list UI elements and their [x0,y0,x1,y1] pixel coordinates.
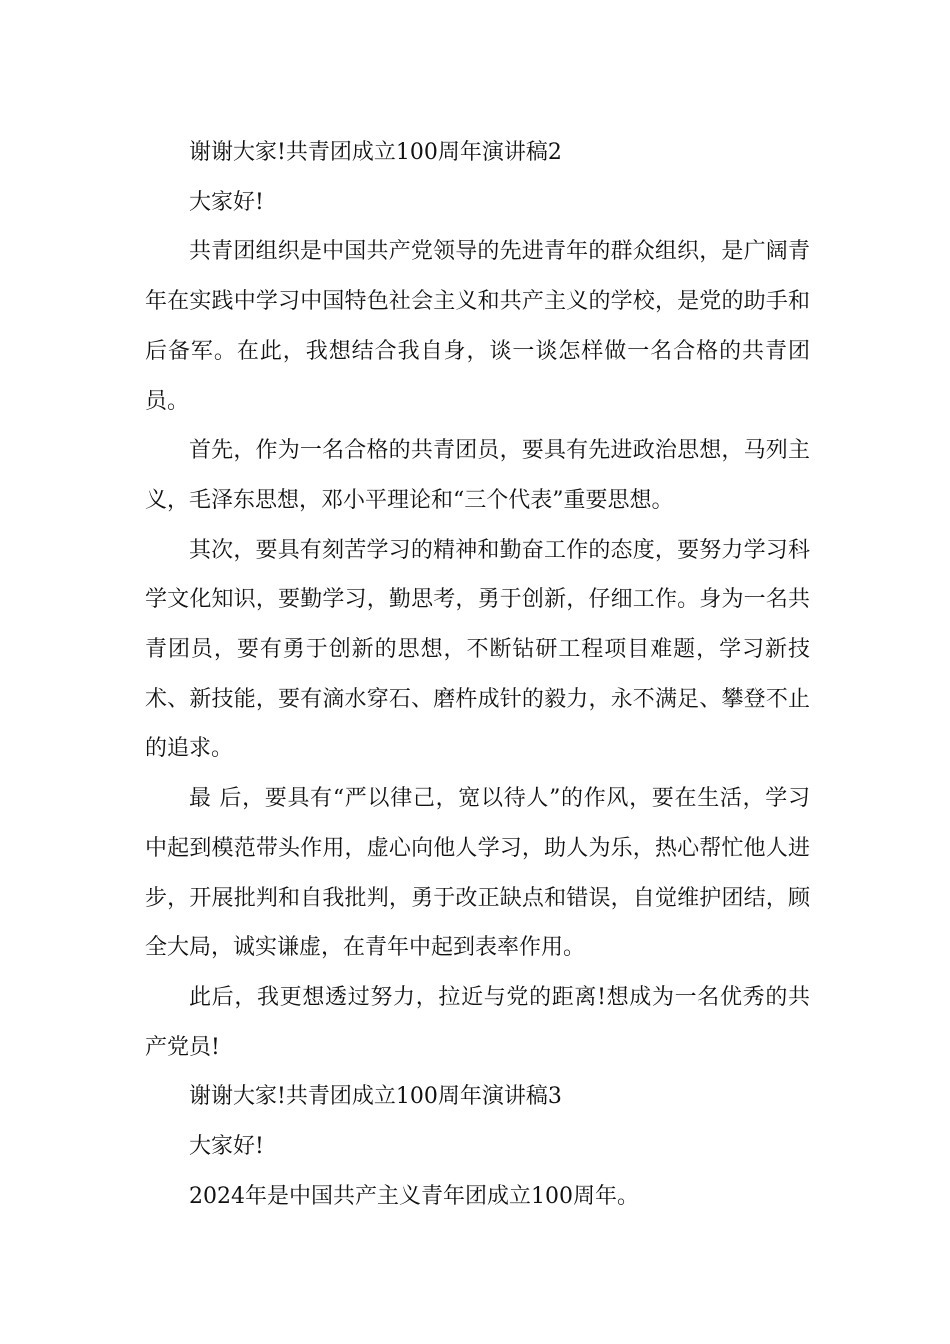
document-body [145,128,810,1221]
paragraph-first: 首先，作为一名合格的共青团员，要具有先进政治思想，马列主义，毛泽东思想，邓小平理论和“三个代表”重要思想。 [145,438,810,513]
speech-heading-3: 谢谢大家!共青团成立100周年演讲稿3 [189,1084,562,1110]
paragraph-closing: 此后，我更想透过努力，拉近与党的距离!想成为一名优秀的共产党员! [145,984,810,1060]
paragraph-opening: 2024年是中国共产主义青年团成立100周年。 [189,1183,639,1209]
greeting: 大家好! [189,1134,264,1160]
paragraph-intro: 共青团组织是中国共产党领导的先进青年的群众组织，是广阔青年在实践中学习中国特色社会主义和共产主义的学校，是党的助手和后备军。在此，我想结合我自身，谈一谈怎样做一名合格的共青团员。 [145,239,810,414]
paragraph-second: 其次，要具有刻苦学习的精神和勤奋工作的态度，要努力学习科学文化知识，要勤学习，勤思考，勇于创新，仔细工作。身为一名共青团员，要有勇于创新的思想，不断钻研工程项目难题，学习新技术、新技能，要有滴水穿石、磨杵成针的毅力，永不满足、攀登不止的追求。 [145,537,810,762]
speech-heading-2: 谢谢大家!共青团成立100周年演讲稿2 [189,140,562,165]
paragraph-last: 最 后，要具有“严以律己，宽以待人”的作风，要在生活，学习中起到模范带头作用，虚心向他人学习，助人为乐，热心帮忙他人进步，开展批判和自我批判，勇于改正缺点和错误，自觉维护团结，顾全大局，诚实谦虚，在青年中起到表率作用。 [145,786,810,961]
greeting: 大家好! [189,189,264,215]
